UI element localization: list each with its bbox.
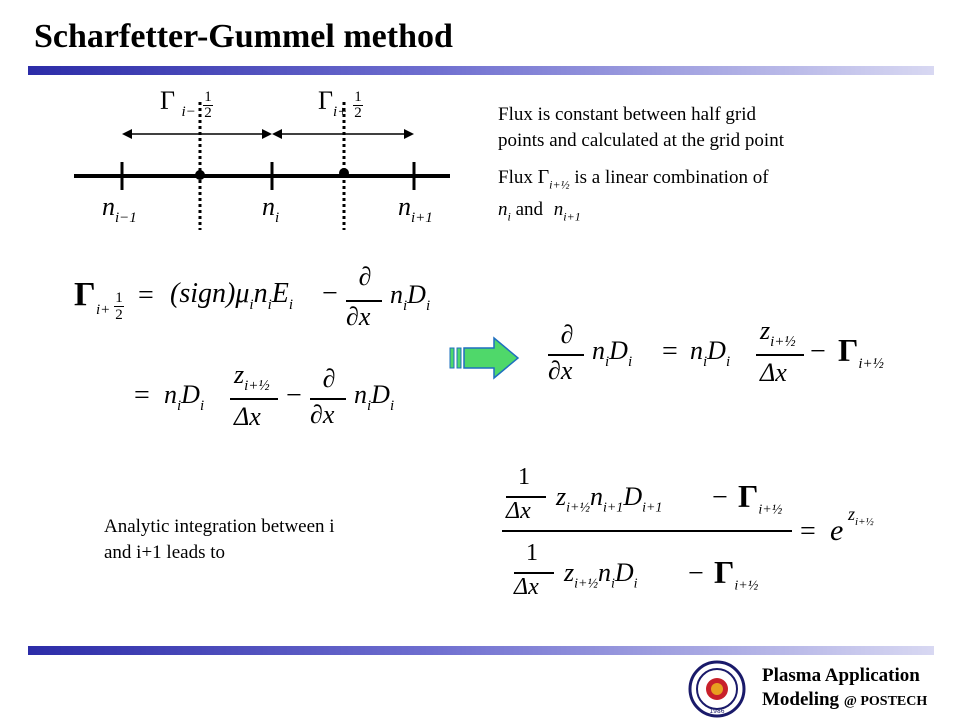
eq3-gamma: $\Gamma_{i+\frac{1}{2}}$ bbox=[838, 332, 884, 372]
footer-line-2: Modeling @ POSTECH bbox=[762, 689, 928, 710]
eq2-deltax: Δx bbox=[234, 402, 261, 431]
eq4-e: e bbox=[830, 514, 844, 547]
eq2-minus: − bbox=[286, 380, 302, 411]
footer-text bbox=[762, 664, 927, 714]
eq2-nD: $n_iD_i$ bbox=[164, 380, 205, 414]
eq3-partial: ∂ bbox=[560, 320, 574, 349]
eq3-nD: $n_iD_i$ bbox=[592, 336, 633, 370]
eq1-dx: ∂x bbox=[346, 302, 371, 331]
eq3-nD2: $n_iD_i$ bbox=[690, 336, 731, 370]
analytic-text bbox=[104, 514, 464, 566]
equation-derivative bbox=[548, 316, 888, 396]
eq3-minus: − bbox=[810, 336, 826, 367]
node-label-right: $n_{i+1}$ bbox=[398, 192, 433, 226]
eq2-dx: ∂x bbox=[310, 400, 335, 429]
analytic-line-2: and i+1 leads to bbox=[104, 542, 225, 563]
explanation-line-1: Flux is constant between half grid bbox=[498, 104, 757, 125]
eq4-exponent: $z_{i+\frac{1}{2}}$ bbox=[848, 504, 874, 528]
eq2-equals: = bbox=[134, 380, 150, 411]
equation-flux-second bbox=[134, 360, 434, 440]
eq1-nD: $n_iD_i$ bbox=[390, 280, 431, 314]
eq1-term1: $(sign)\mu_in_iE_i$ bbox=[170, 278, 294, 313]
arrow-right-head-l bbox=[272, 129, 282, 139]
eq1-minus: − bbox=[322, 278, 338, 309]
eq4-den-minus: − bbox=[688, 558, 704, 589]
half-point-left bbox=[195, 170, 205, 180]
footer-line-1: Plasma Application bbox=[762, 665, 920, 686]
eq3-z: $z_{i+\frac{1}{2}}$ bbox=[760, 316, 796, 350]
flux-right-half: 1 2 bbox=[354, 89, 362, 121]
analytic-line-1: Analytic integration between i bbox=[104, 516, 335, 537]
flux-right-label: $\Gamma_{i+}$ bbox=[318, 86, 348, 120]
eq4-num-body: $z_{i+\frac{1}{2}}n_{i+1}D_{i+1}$ bbox=[556, 482, 663, 516]
eq4-num-deltax: Δx bbox=[506, 498, 531, 524]
arrow-left-head-r bbox=[262, 129, 272, 139]
eq4-equals: = bbox=[800, 516, 816, 547]
arrow-right-head-r bbox=[404, 129, 414, 139]
eq1-equals: = bbox=[138, 280, 154, 311]
eq2-z: $z_{i+\frac{1}{2}}$ bbox=[234, 360, 270, 394]
eq1-half: 1 2 bbox=[115, 290, 123, 323]
eq4-num-one: 1 bbox=[518, 464, 530, 490]
eq2-nD2: $n_iD_i$ bbox=[354, 380, 395, 414]
title-divider bbox=[28, 66, 934, 75]
half-point-right bbox=[339, 168, 349, 178]
svg-text:1986: 1986 bbox=[709, 708, 725, 715]
flux-left-half: 1 2 bbox=[204, 89, 212, 121]
eq4-den-one: 1 bbox=[526, 540, 538, 566]
footer-divider bbox=[28, 646, 934, 655]
eq1-partial: ∂ bbox=[358, 262, 372, 291]
eq3-dx: ∂x bbox=[548, 356, 573, 385]
explanation-text bbox=[498, 102, 918, 230]
page-title: Scharfetter-Gummel method bbox=[34, 18, 453, 55]
eq4-den-gamma: $\Gamma_{i+\frac{1}{2}}$ bbox=[714, 554, 759, 594]
eq4-num-gamma: $\Gamma_{i+\frac{1}{2}}$ bbox=[738, 478, 783, 518]
flux-left-label: Γ $_{i-}$ bbox=[160, 86, 196, 120]
arrow-left-head-l bbox=[122, 129, 132, 139]
eq2-partial: ∂ bbox=[322, 364, 336, 393]
explanation-line-3: Flux $\Gamma_{i+\frac{1}{2}}$ is a linear combination of bbox=[498, 166, 769, 192]
explanation-line-4: $n_i$ and $n_{i+1}$ bbox=[498, 199, 581, 224]
eq4-num-minus: − bbox=[712, 482, 728, 513]
equation-ratio bbox=[498, 460, 898, 610]
eq3-deltax: Δx bbox=[760, 358, 787, 387]
equation-flux-definition bbox=[74, 262, 431, 346]
node-label-mid: $n_i$ bbox=[262, 192, 280, 226]
explanation-line-2: points and calculated at the grid point bbox=[498, 130, 784, 151]
eq3-equals: = bbox=[662, 336, 678, 367]
eq4-den-deltax: Δx bbox=[514, 574, 539, 600]
eq1-gamma-sub: i+ bbox=[96, 302, 111, 318]
node-label-left: $n_{i-1}$ bbox=[102, 192, 137, 226]
postech-logo bbox=[684, 660, 750, 723]
eq4-den-body: $z_{i+\frac{1}{2}}n_iD_i$ bbox=[564, 558, 638, 592]
eq1-gamma: Γ bbox=[74, 276, 96, 313]
implies-arrow-icon bbox=[448, 336, 520, 385]
